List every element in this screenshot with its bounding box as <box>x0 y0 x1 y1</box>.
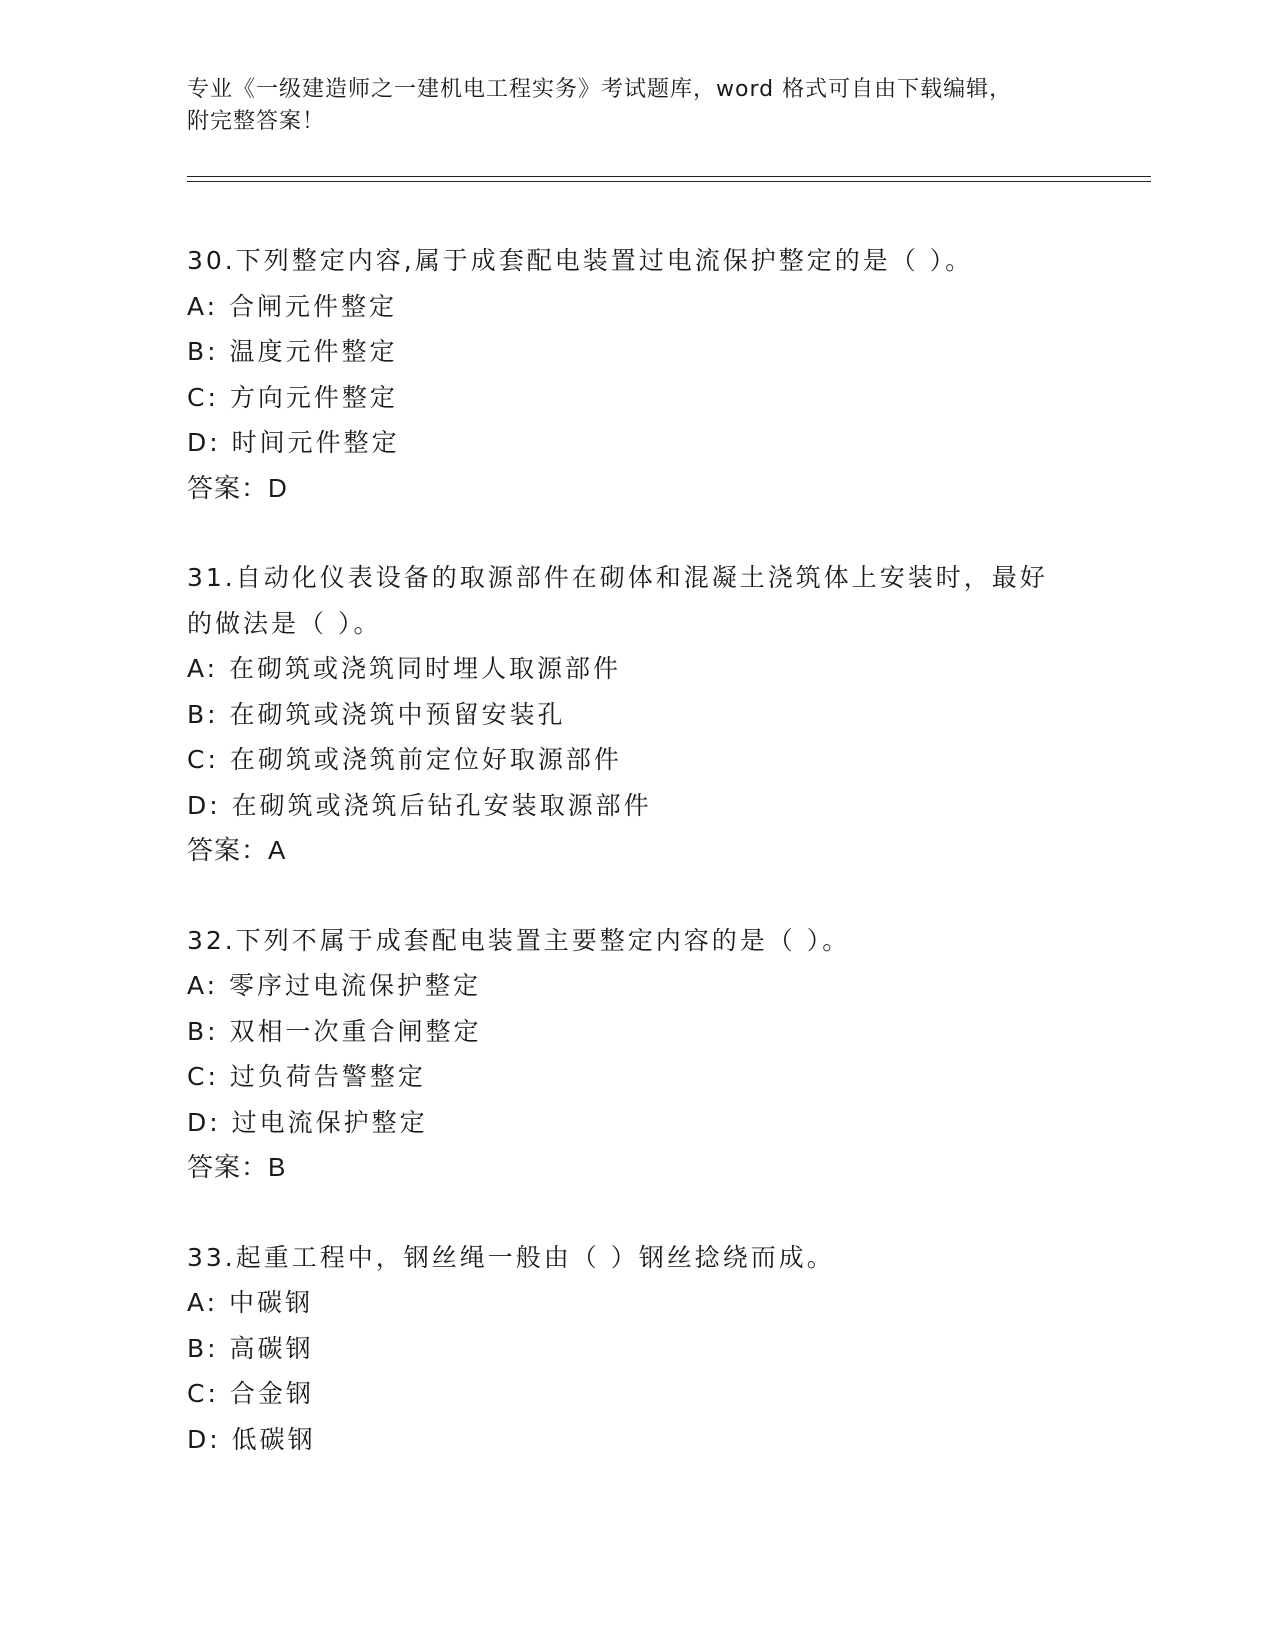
answer-label: 答案：A <box>187 835 287 865</box>
question-32 <box>187 918 1127 1191</box>
header-divider-top <box>187 176 1151 177</box>
question-31 <box>187 555 1127 874</box>
answer-label: 答案：B <box>187 1152 287 1182</box>
option-b: B: 在砌筑或浇筑中预留安装孔 <box>187 699 566 729</box>
question-stem: 30.下列整定内容,属于成套配电装置过电流保护整定的是（ ）。 <box>187 246 974 275</box>
header-line-1: 专业《一级建造师之一建机电工程实务》考试题库，word 格式可自由下载编辑， <box>187 77 1013 102</box>
option-a: A: 合闸元件整定 <box>187 291 398 321</box>
question-list <box>187 238 1127 1506</box>
option-d: D: 低碳钢 <box>187 1424 316 1454</box>
option-b: B: 温度元件整定 <box>187 337 398 366</box>
option-c: C: 在砌筑或浇筑前定位好取源部件 <box>187 745 622 774</box>
question-stem: 32.下列不属于成套配电装置主要整定内容的是（ ）。 <box>187 925 851 955</box>
question-stem: 33.起重工程中，钢丝绳一般由（ ）钢丝捻绕而成。 <box>187 1242 835 1272</box>
question-33 <box>187 1235 1127 1463</box>
header-line-2: 附完整答案！ <box>187 109 326 134</box>
option-a: A: 在砌筑或浇筑同时埋人取源部件 <box>187 654 622 683</box>
option-b: B: 高碳钢 <box>187 1333 314 1363</box>
option-d: D: 过电流保护整定 <box>187 1107 428 1137</box>
question-stem: 31.自动化仪表设备的取源部件在砌体和混凝土浇筑体上安装时，最好 <box>187 563 1048 592</box>
answer-label: 答案：D <box>187 472 288 503</box>
option-d: D: 时间元件整定 <box>187 428 400 457</box>
document-header <box>187 74 1087 138</box>
option-c: C: 过负荷告警整定 <box>187 1062 426 1091</box>
option-a: A: 零序过电流保护整定 <box>187 971 482 1000</box>
option-b: B: 双相一次重合闸整定 <box>187 1016 482 1046</box>
option-c: C: 合金钢 <box>187 1379 314 1408</box>
option-c: C: 方向元件整定 <box>187 382 398 412</box>
question-stem-continued: 的做法是（ ）。 <box>187 608 382 638</box>
header-divider-bottom <box>187 181 1151 182</box>
question-30 <box>187 238 1127 511</box>
option-a: A: 中碳钢 <box>187 1288 314 1317</box>
option-d: D: 在砌筑或浇筑后钻孔安装取源部件 <box>187 790 652 820</box>
